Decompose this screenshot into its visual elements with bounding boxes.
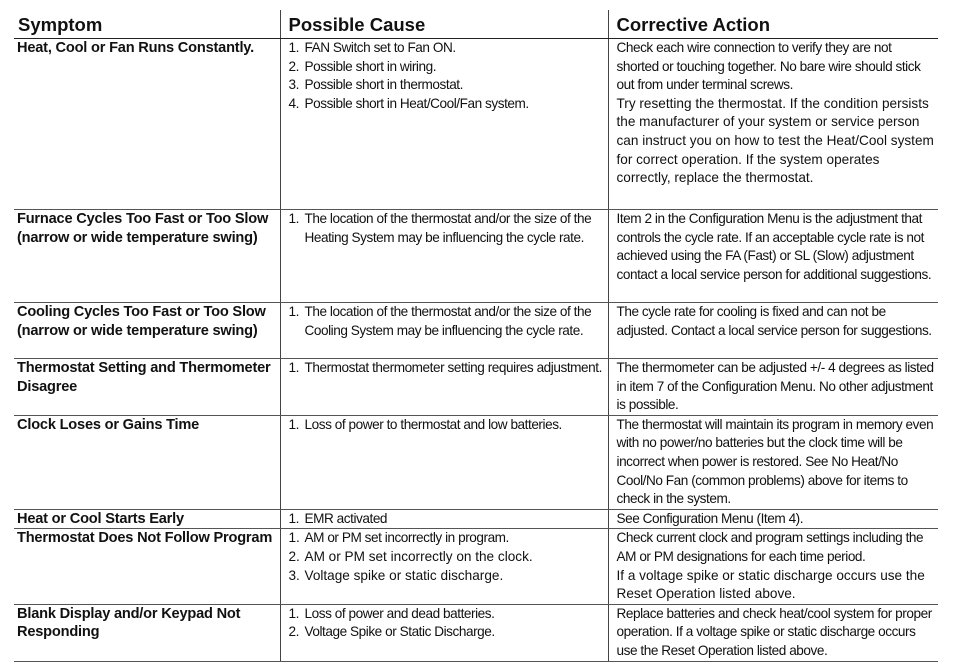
action-text: Check each wire connection to verify they are not shorted or touching together. No bare wire should stick out from under terminal screws. xyxy=(616,40,921,93)
symptom-cell: Thermostat Setting and Thermometer Disagree xyxy=(14,359,280,416)
action-cell xyxy=(608,39,938,210)
cause-list xyxy=(289,416,604,435)
cause-cell xyxy=(280,303,608,359)
table-row xyxy=(14,39,938,210)
cause-cell xyxy=(280,529,608,604)
cause-list xyxy=(289,605,604,642)
cause-item: 1. Thermostat thermometer setting requires adjustment. xyxy=(288,360,602,375)
cause-cell xyxy=(280,604,608,661)
table-row xyxy=(14,509,938,529)
table-row xyxy=(14,210,938,303)
action-text: The cycle rate for cooling is fixed and can not be adjusted. Contact a local service person for suggestions. xyxy=(616,304,932,338)
action-text: The thermostat will maintain its program in memory even with no power/no batteries but the clock time will be incorrect when power is restored. See No Heat/No Cool/No Fan (common problems) above for items to check in the system. xyxy=(616,416,934,507)
symptom-cell: Furnace Cycles Too Fast or Too Slow (narrow or wide temperature swing) xyxy=(14,210,280,303)
symptom-cell: Thermostat Does Not Follow Program xyxy=(14,529,280,604)
action-cell xyxy=(608,604,938,661)
table-row xyxy=(14,529,938,604)
troubleshooting-table xyxy=(14,10,938,662)
cause-item: 3. Voltage spike or static discharge. xyxy=(288,567,504,583)
cause-list xyxy=(289,529,604,585)
cause-item: 1. FAN Switch set to Fan ON. xyxy=(288,40,456,55)
cause-list xyxy=(289,210,604,247)
cause-item: 2. Possible short in wiring. xyxy=(288,58,437,74)
cause-cell xyxy=(280,210,608,303)
table-row xyxy=(14,303,938,359)
action-text: Item 2 in the Configuration Menu is the adjustment that controls the cycle rate. If an acceptable cycle rate is not achieved using the FA (Fast) or SL (Slow) adjustment contact a local service person for additional suggestions. xyxy=(616,211,932,282)
cause-cell xyxy=(280,359,608,416)
cause-list xyxy=(289,510,604,529)
symptom-cell: Cooling Cycles Too Fast or Too Slow (narrow or wide temperature swing) xyxy=(14,303,280,359)
cause-list xyxy=(289,303,604,340)
action-cell xyxy=(608,509,938,529)
table-header-row xyxy=(14,10,938,39)
cause-cell xyxy=(280,39,608,210)
action-cell xyxy=(608,210,938,303)
cause-item: 4. Possible short in Heat/Cool/Fan system. xyxy=(288,95,529,111)
symptom-cell: Heat, Cool or Fan Runs Constantly. xyxy=(14,39,280,210)
header-possible-cause: Possible Cause xyxy=(280,10,608,39)
action-text: Replace batteries and check heat/cool system for proper operation. If a voltage spike or static discharge occurs use the Reset Operation listed above. xyxy=(616,605,932,658)
cause-item: 2. AM or PM set incorrectly on the clock. xyxy=(288,548,533,564)
action-cell xyxy=(608,415,938,509)
cause-cell xyxy=(280,509,608,529)
cause-item: 2. Voltage Spike or Static Discharge. xyxy=(288,624,495,640)
action-text: Try resetting the thermostat. If the condition persists the manufacturer of your system or service person can instruct you on how to test the Heat/Cool system for correct operation. If the system operates correctly, replace the thermostat. xyxy=(616,95,934,186)
cause-item: 1. Loss of power to thermostat and low batteries. xyxy=(288,416,562,432)
table-row xyxy=(14,415,938,509)
cause-item: 1. Loss of power and dead batteries. xyxy=(288,605,495,621)
cause-item: 1. The location of the thermostat and/or the size of the Cooling System may be influencing the cycle rate. xyxy=(288,304,592,338)
action-text: The thermometer can be adjusted +/- 4 degrees as listed in item 7 of the Configuration Menu. No other adjustment is possible. xyxy=(616,360,934,413)
cause-item: 1. AM or PM set incorrectly in program. xyxy=(288,530,509,546)
action-cell xyxy=(608,303,938,359)
action-text: If a voltage spike or static discharge occurs use the Reset Operation listed above. xyxy=(616,567,925,602)
action-cell xyxy=(608,359,938,416)
cause-item: 1. The location of the thermostat and/or the size of the Heating System may be influencing the cycle rate. xyxy=(288,211,592,245)
header-symptom: Symptom xyxy=(14,10,280,39)
cause-item: 3. Possible short in thermostat. xyxy=(288,77,463,93)
action-cell xyxy=(608,529,938,604)
action-text: See Configuration Menu (Item 4). xyxy=(616,510,804,526)
symptom-cell: Blank Display and/or Keypad Not Responding xyxy=(14,604,280,661)
cause-list xyxy=(289,39,604,113)
symptom-cell: Clock Loses or Gains Time xyxy=(14,415,280,509)
cause-item: 1. EMR activated xyxy=(288,510,388,526)
cause-list xyxy=(289,359,604,378)
action-text: Check current clock and program settings including the AM or PM designations for each time period. xyxy=(616,530,924,564)
header-corrective-action: Corrective Action xyxy=(608,10,938,39)
table-row xyxy=(14,359,938,416)
symptom-cell: Heat or Cool Starts Early xyxy=(14,509,280,529)
table-row xyxy=(14,604,938,661)
cause-cell xyxy=(280,415,608,509)
